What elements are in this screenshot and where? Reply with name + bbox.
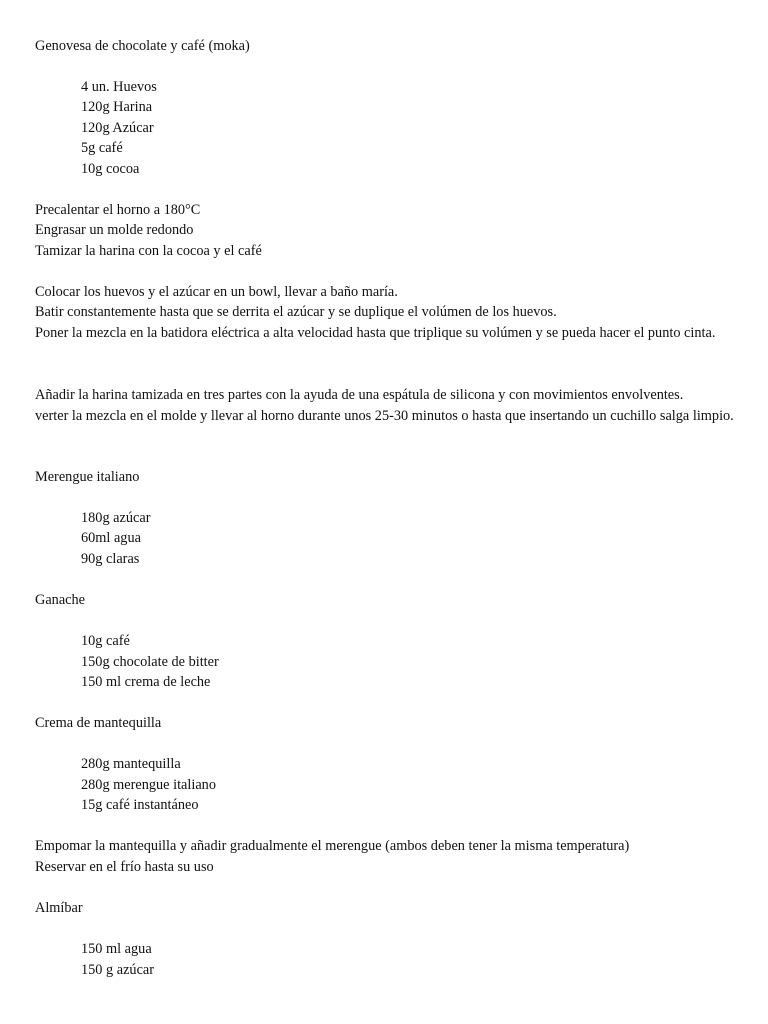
section-heading: Ganache [35, 592, 86, 608]
ingredient-item: 4 un. Huevos [81, 79, 157, 95]
instruction-line: Empomar la mantequilla y añadir gradualmente el merengue (ambos deben tener la misma temperatura) [35, 838, 630, 854]
instruction-text: Poner la mezcla en la batidora eléctrica a alta velocidad hasta que triplique su volúmen y se pueda hacer el punto cinta. [35, 325, 716, 341]
section-heading: Merengue italiano [35, 469, 140, 485]
instruction-text: Añadir la harina tamizada en tres partes con la ayuda de una espátula de silicona y con movimientos envolventes. [35, 387, 684, 403]
ingredient-item: 60ml agua [81, 530, 141, 546]
recipe-title: Genovesa de chocolate y café (moka) [35, 38, 250, 54]
instruction-line: Engrasar un molde redondo [35, 222, 194, 238]
instruction-paragraph [35, 323, 740, 344]
section-heading: Crema de mantequilla [35, 715, 162, 731]
ingredient-item: 150 ml agua [81, 941, 152, 957]
instruction-line: Reservar en el frío hasta su uso [35, 859, 214, 875]
ingredient-item: 280g merengue italiano [81, 777, 216, 793]
ingredient-item: 90g claras [81, 551, 140, 567]
ingredient-item: 280g mantequilla [81, 756, 181, 772]
instruction-text: verter la mezcla en el molde y llevar al horno durante unos 25-30 minutos o hasta que insertando un cuchillo salga limpio. [35, 407, 734, 424]
ingredient-item: 150 ml crema de leche [81, 674, 211, 690]
instruction-line: Tamizar la harina con la cocoa y el café [35, 243, 262, 259]
instruction-line: Precalentar el horno a 180°C [35, 202, 201, 218]
ingredient-item: 5g café [81, 140, 123, 156]
section-heading: Almíbar [35, 900, 83, 916]
ingredient-item: 120g Harina [81, 99, 153, 115]
instruction-paragraph [35, 385, 740, 426]
instruction-line: Colocar los huevos y el azúcar en un bowl, llevar a baño maría. [35, 284, 398, 300]
ingredient-item: 120g Azúcar [81, 120, 154, 136]
instruction-line: Batir constantemente hasta que se derrita el azúcar y se duplique el volúmen de los huevos. [35, 304, 557, 320]
ingredient-item: 10g cocoa [81, 161, 140, 177]
ingredient-item: 180g azúcar [81, 510, 151, 526]
ingredient-item: 150g chocolate de bitter [81, 654, 219, 670]
ingredient-item: 150 g azúcar [81, 962, 155, 978]
ingredient-item: 10g café [81, 633, 130, 649]
ingredient-item: 15g café instantáneo [81, 797, 199, 813]
